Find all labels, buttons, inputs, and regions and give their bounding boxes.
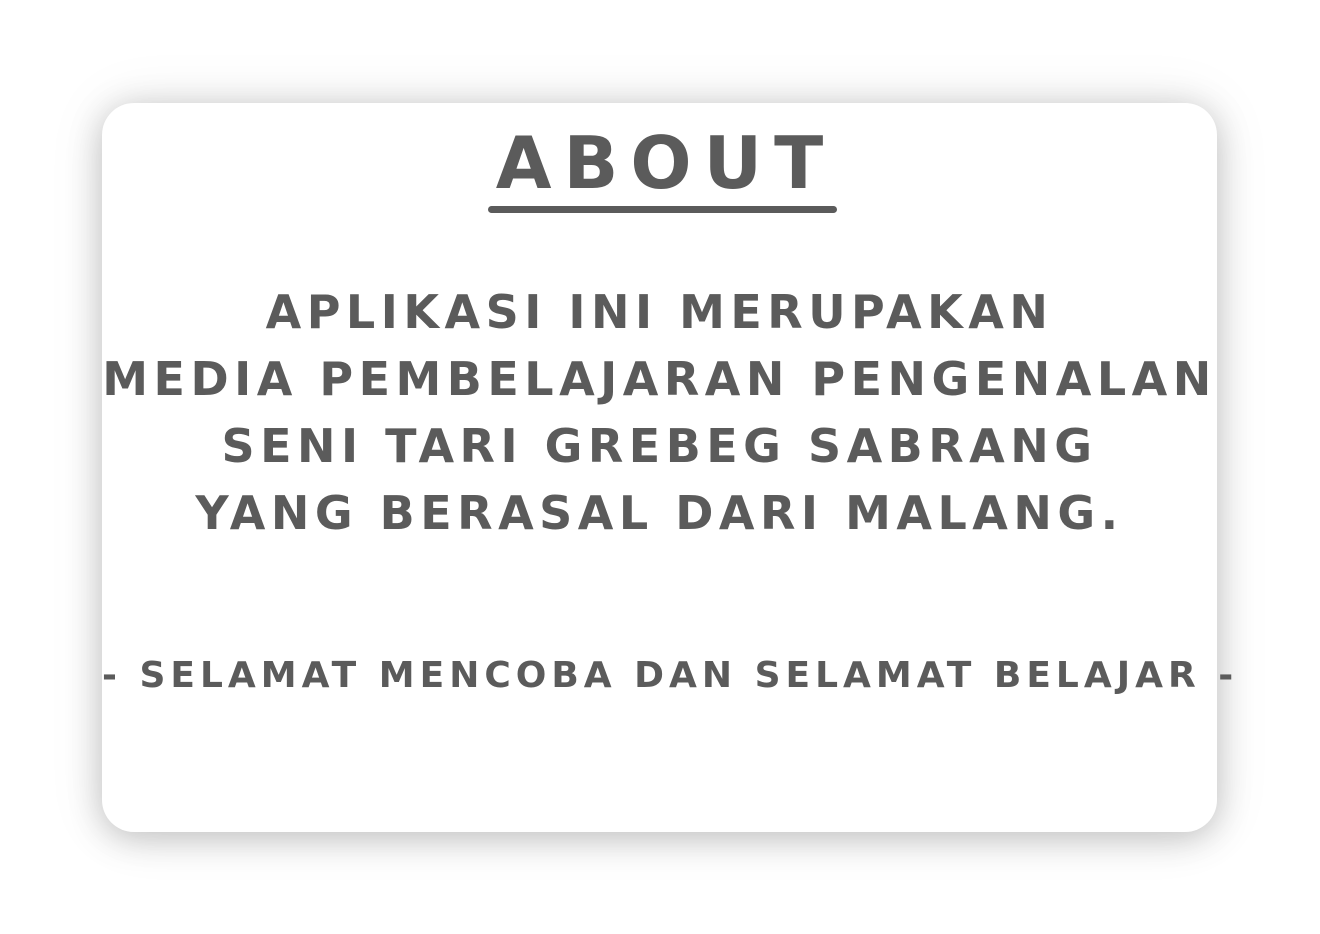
title-underline xyxy=(488,206,837,213)
closing-message: - SELAMAT MENCOBA DAN SELAMAT BELAJAR - xyxy=(102,655,1239,696)
description-line-1: APLIKASI INI MERUPAKAN xyxy=(265,285,1054,339)
description-line-4: YANG BERASAL DARI MALANG. xyxy=(195,486,1124,540)
description-line-3: SENI TARI GREBEG SABRANG xyxy=(221,419,1098,473)
description-line-2: MEDIA PEMBELAJARAN PENGENALAN xyxy=(102,352,1217,406)
about-title: ABOUT xyxy=(495,121,836,205)
about-card xyxy=(102,103,1239,832)
about-description xyxy=(102,279,1217,547)
